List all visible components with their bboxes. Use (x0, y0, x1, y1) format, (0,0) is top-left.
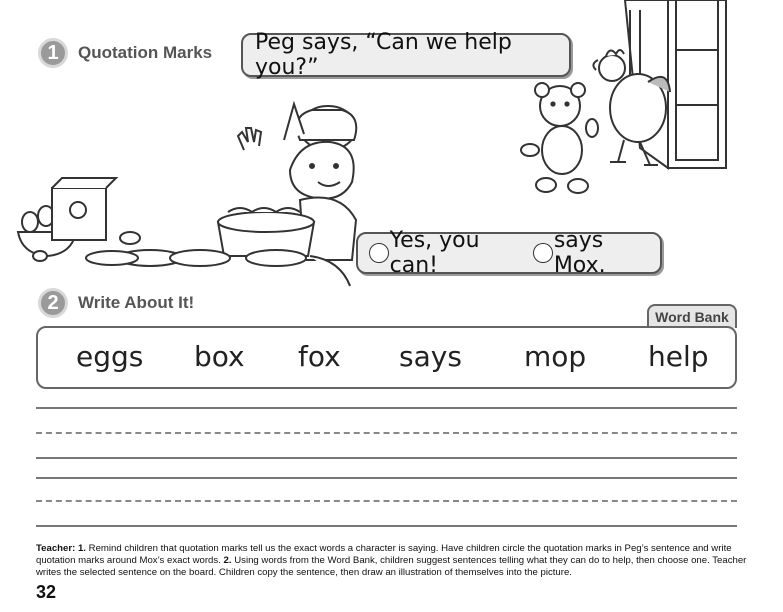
writing-line-base[interactable] (36, 525, 737, 527)
writing-line-base[interactable] (36, 457, 737, 459)
teacher-label: Teacher: (36, 543, 76, 554)
mox-sentence-part1: Yes, you can! (389, 228, 480, 278)
word-bank-word: help (648, 340, 709, 373)
word-bank-label: Word Bank (647, 304, 737, 328)
section-2-title: Write About It! (78, 293, 195, 312)
section-1-number: 1 (38, 38, 68, 68)
word-bank-word: fox (298, 340, 341, 373)
section-1-title: Quotation Marks (78, 43, 213, 62)
word-bank-word: mop (524, 340, 587, 373)
teacher-step-1-num: 1. (77, 543, 86, 554)
teacher-note (36, 543, 748, 579)
writing-line-top[interactable] (36, 477, 737, 479)
teacher-step-1: Remind children that quotation marks tell us the exact words a character is saying. Have children circle the quotation marks in Peg’s sentence and write quotation marks around Mox’s exact words. (36, 543, 732, 566)
writing-line-mid[interactable] (36, 432, 737, 434)
mox-speech-bubble (356, 228, 662, 278)
bear-drawing (521, 83, 598, 193)
peg-speech-bubble (241, 30, 571, 80)
word-bank-word: says (399, 340, 462, 373)
close-quote-answer-circle[interactable] (533, 243, 553, 263)
word-bank-word: eggs (76, 340, 144, 373)
open-quote-answer-circle[interactable] (369, 243, 389, 263)
section-2-number: 2 (38, 288, 68, 318)
peg-sentence: Peg says, “Can we help you?” (255, 30, 512, 80)
writing-line-mid[interactable] (36, 500, 737, 502)
page-number: 32 (36, 582, 57, 602)
mox-sentence-part2: says Mox. (553, 228, 606, 278)
cooking-pots-drawing (86, 208, 350, 286)
word-bank-word: box (194, 340, 245, 373)
word-bank-box (36, 326, 737, 389)
teacher-step-2: Using words from the Word Bank, children suggest sentences telling what they can do to help, then choose one. Teacher writes the selected sentence on the board. Children copy the sentence, then draw an illustration of themselves into the picture. (36, 555, 747, 578)
teacher-step-2-num: 2. (223, 555, 232, 566)
eggs-bowl-drawing (18, 178, 140, 261)
writing-line-top[interactable] (36, 407, 737, 409)
